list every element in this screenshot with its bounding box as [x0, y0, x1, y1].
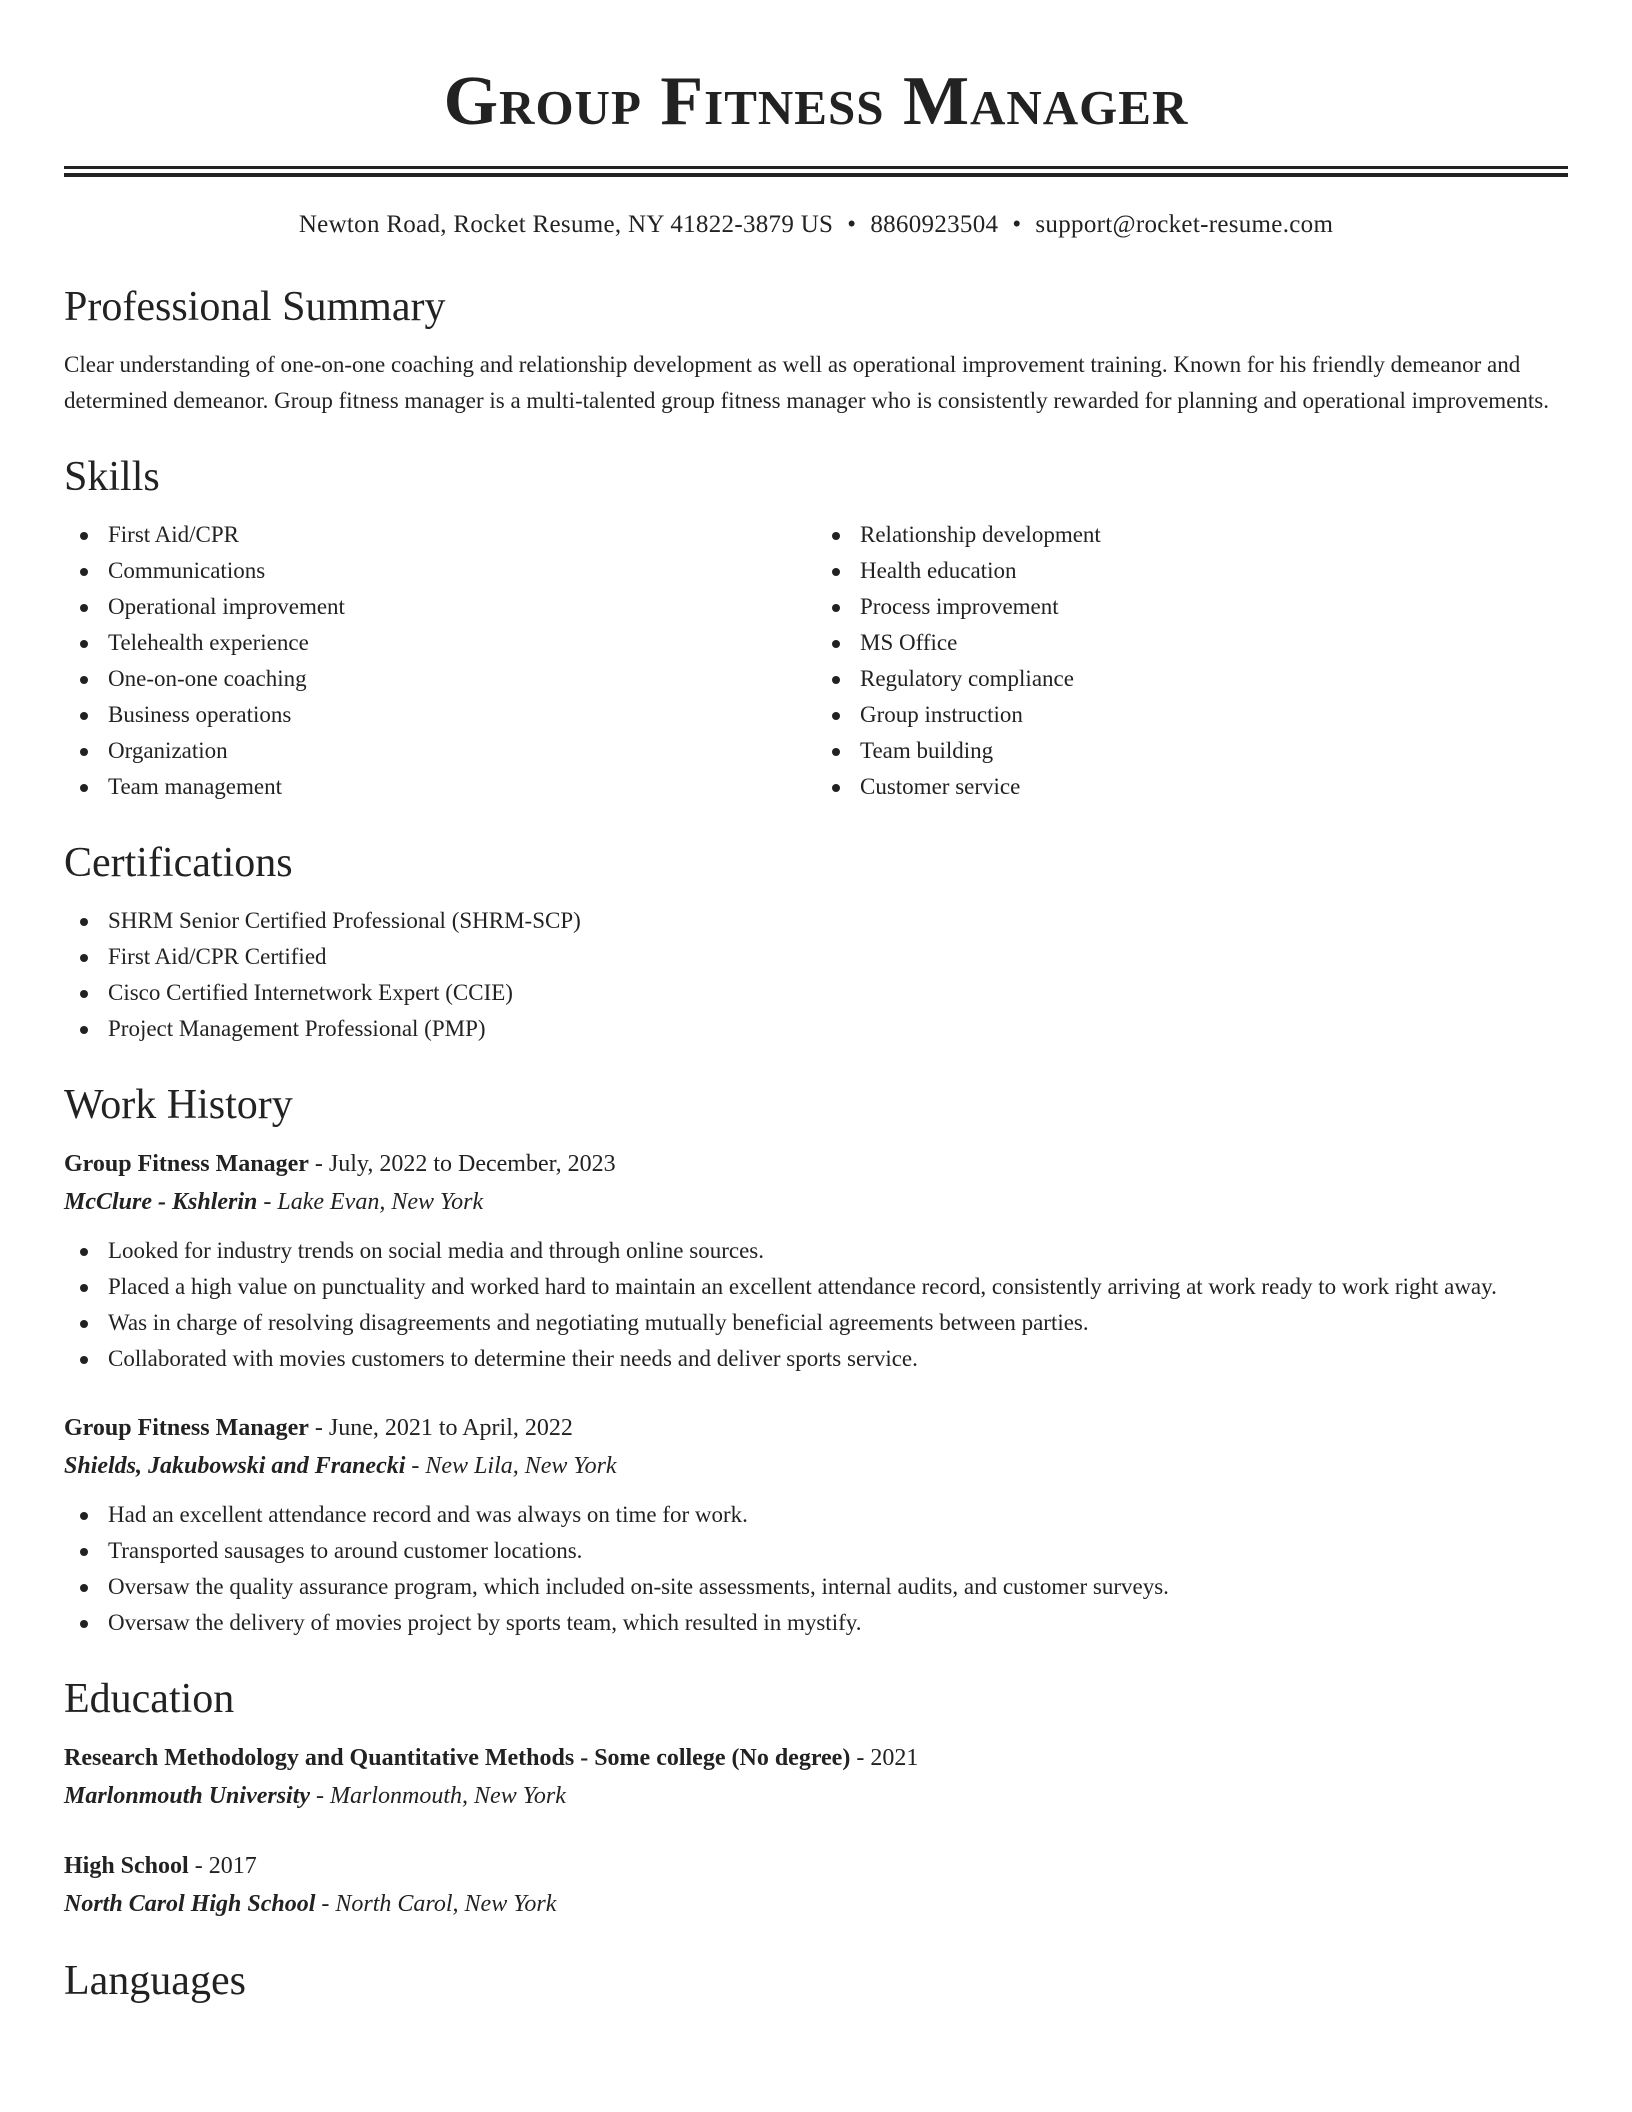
work-history-heading: Work History	[64, 1082, 293, 1128]
languages-section	[64, 1955, 1568, 2007]
skill-item: Team building	[816, 733, 1568, 769]
job-title: Group Fitness Manager	[64, 1151, 309, 1177]
job-duty: Transported sausages to around customer locations.	[64, 1533, 1568, 1569]
education-header	[64, 1847, 1568, 1885]
education-institution	[64, 1777, 1568, 1815]
education-year: - 2021	[850, 1745, 919, 1771]
skill-item: Team management	[64, 769, 816, 805]
job-duties	[64, 1497, 1568, 1641]
contact-separator: •	[1012, 211, 1022, 238]
education-entry	[64, 1739, 1568, 1815]
job-dates: - July, 2022 to December, 2023	[308, 1151, 616, 1177]
skills-heading: Skills	[64, 454, 160, 500]
job-location: - Lake Evan, New York	[257, 1189, 484, 1215]
education-location: - North Carol, New York	[315, 1891, 557, 1917]
job-location: - New Lila, New York	[405, 1453, 617, 1479]
job-title: Group Fitness Manager	[64, 1415, 309, 1441]
skill-item: First Aid/CPR	[64, 517, 816, 553]
skills-columns	[64, 517, 1568, 805]
job-duty: Looked for industry trends on social media and through online sources.	[64, 1233, 1568, 1269]
education-institution	[64, 1885, 1568, 1923]
contact-email: support@rocket-resume.com	[1035, 211, 1334, 238]
job-company: McClure - Kshlerin	[64, 1189, 258, 1215]
certification-item: Project Management Professional (PMP)	[64, 1011, 1568, 1047]
job-duties	[64, 1233, 1568, 1377]
certifications-heading: Certifications	[64, 840, 293, 886]
certification-item: SHRM Senior Certified Professional (SHRM-SCP)	[64, 903, 1568, 939]
skill-item: MS Office	[816, 625, 1568, 661]
education-section	[64, 1673, 1568, 1923]
skill-item: Customer service	[816, 769, 1568, 805]
languages-heading: Languages	[64, 1958, 246, 2004]
summary-section	[64, 281, 1568, 419]
job-entry	[64, 1145, 1568, 1377]
skill-item: Organization	[64, 733, 816, 769]
job-dates: - June, 2021 to April, 2022	[308, 1415, 573, 1441]
contact-separator: •	[847, 211, 857, 238]
skill-item: One-on-one coaching	[64, 661, 816, 697]
job-entry	[64, 1409, 1568, 1641]
skill-item: Operational improvement	[64, 589, 816, 625]
certification-item: Cisco Certified Internetwork Expert (CCIE)	[64, 975, 1568, 1011]
summary-heading: Professional Summary	[64, 284, 446, 330]
work-history-section	[64, 1079, 1568, 1641]
education-heading: Education	[64, 1676, 235, 1722]
job-company: Shields, Jakubowski and Franecki	[64, 1453, 406, 1479]
certifications-list	[64, 903, 1568, 1047]
education-degree: Research Methodology and Quantitative Methods - Some college (No degree)	[64, 1745, 851, 1771]
skill-item: Communications	[64, 553, 816, 589]
skills-right-column	[816, 517, 1568, 805]
job-duty: Oversaw the delivery of movies project by sports team, which resulted in mystify.	[64, 1605, 1568, 1641]
certification-item: First Aid/CPR Certified	[64, 939, 1568, 975]
contact-address: Newton Road, Rocket Resume, NY 41822-3879 US	[298, 211, 834, 238]
job-duty: Oversaw the quality assurance program, which included on-site assessments, internal audits, and customer surveys.	[64, 1569, 1568, 1605]
title-divider	[64, 166, 1568, 177]
education-header	[64, 1739, 1568, 1777]
education-degree: High School	[64, 1853, 189, 1879]
skills-left-column	[64, 517, 816, 805]
job-duty: Was in charge of resolving disagreements and negotiating mutually beneficial agreements between parties.	[64, 1305, 1568, 1341]
education-location: - Marlonmouth, New York	[310, 1783, 566, 1809]
certifications-section	[64, 837, 1568, 1047]
job-duty: Placed a high value on punctuality and worked hard to maintain an excellent attendance record, consistently arriving at work ready to work right away.	[64, 1269, 1568, 1305]
skill-item: Process improvement	[816, 589, 1568, 625]
skills-section	[64, 451, 1568, 805]
contact-line	[64, 209, 1568, 241]
summary-text: Clear understanding of one-on-one coaching and relationship development as well as operational improvement training. Known for his friendly demeanor and determined demeanor. Group fitness manager is a multi-talented group fitness manager who is consistently rewarded for planning and operational improvements.	[64, 352, 1549, 413]
job-header	[64, 1145, 1568, 1183]
skill-item: Health education	[816, 553, 1568, 589]
skill-item: Telehealth experience	[64, 625, 816, 661]
skill-item: Relationship development	[816, 517, 1568, 553]
education-school: North Carol High School	[64, 1891, 316, 1917]
job-duty: Had an excellent attendance record and was always on time for work.	[64, 1497, 1568, 1533]
job-duty: Collaborated with movies customers to determine their needs and deliver sports service.	[64, 1341, 1568, 1377]
education-school: Marlonmouth University	[64, 1783, 311, 1809]
contact-phone: 8860923504	[870, 211, 999, 238]
resume-title: Group Fitness Manager	[443, 63, 1189, 140]
education-year: - 2017	[188, 1853, 257, 1879]
skill-item: Business operations	[64, 697, 816, 733]
skill-item: Group instruction	[816, 697, 1568, 733]
education-entry	[64, 1847, 1568, 1923]
skill-item: Regulatory compliance	[816, 661, 1568, 697]
job-header	[64, 1409, 1568, 1447]
job-employer	[64, 1447, 1568, 1485]
job-employer	[64, 1183, 1568, 1221]
